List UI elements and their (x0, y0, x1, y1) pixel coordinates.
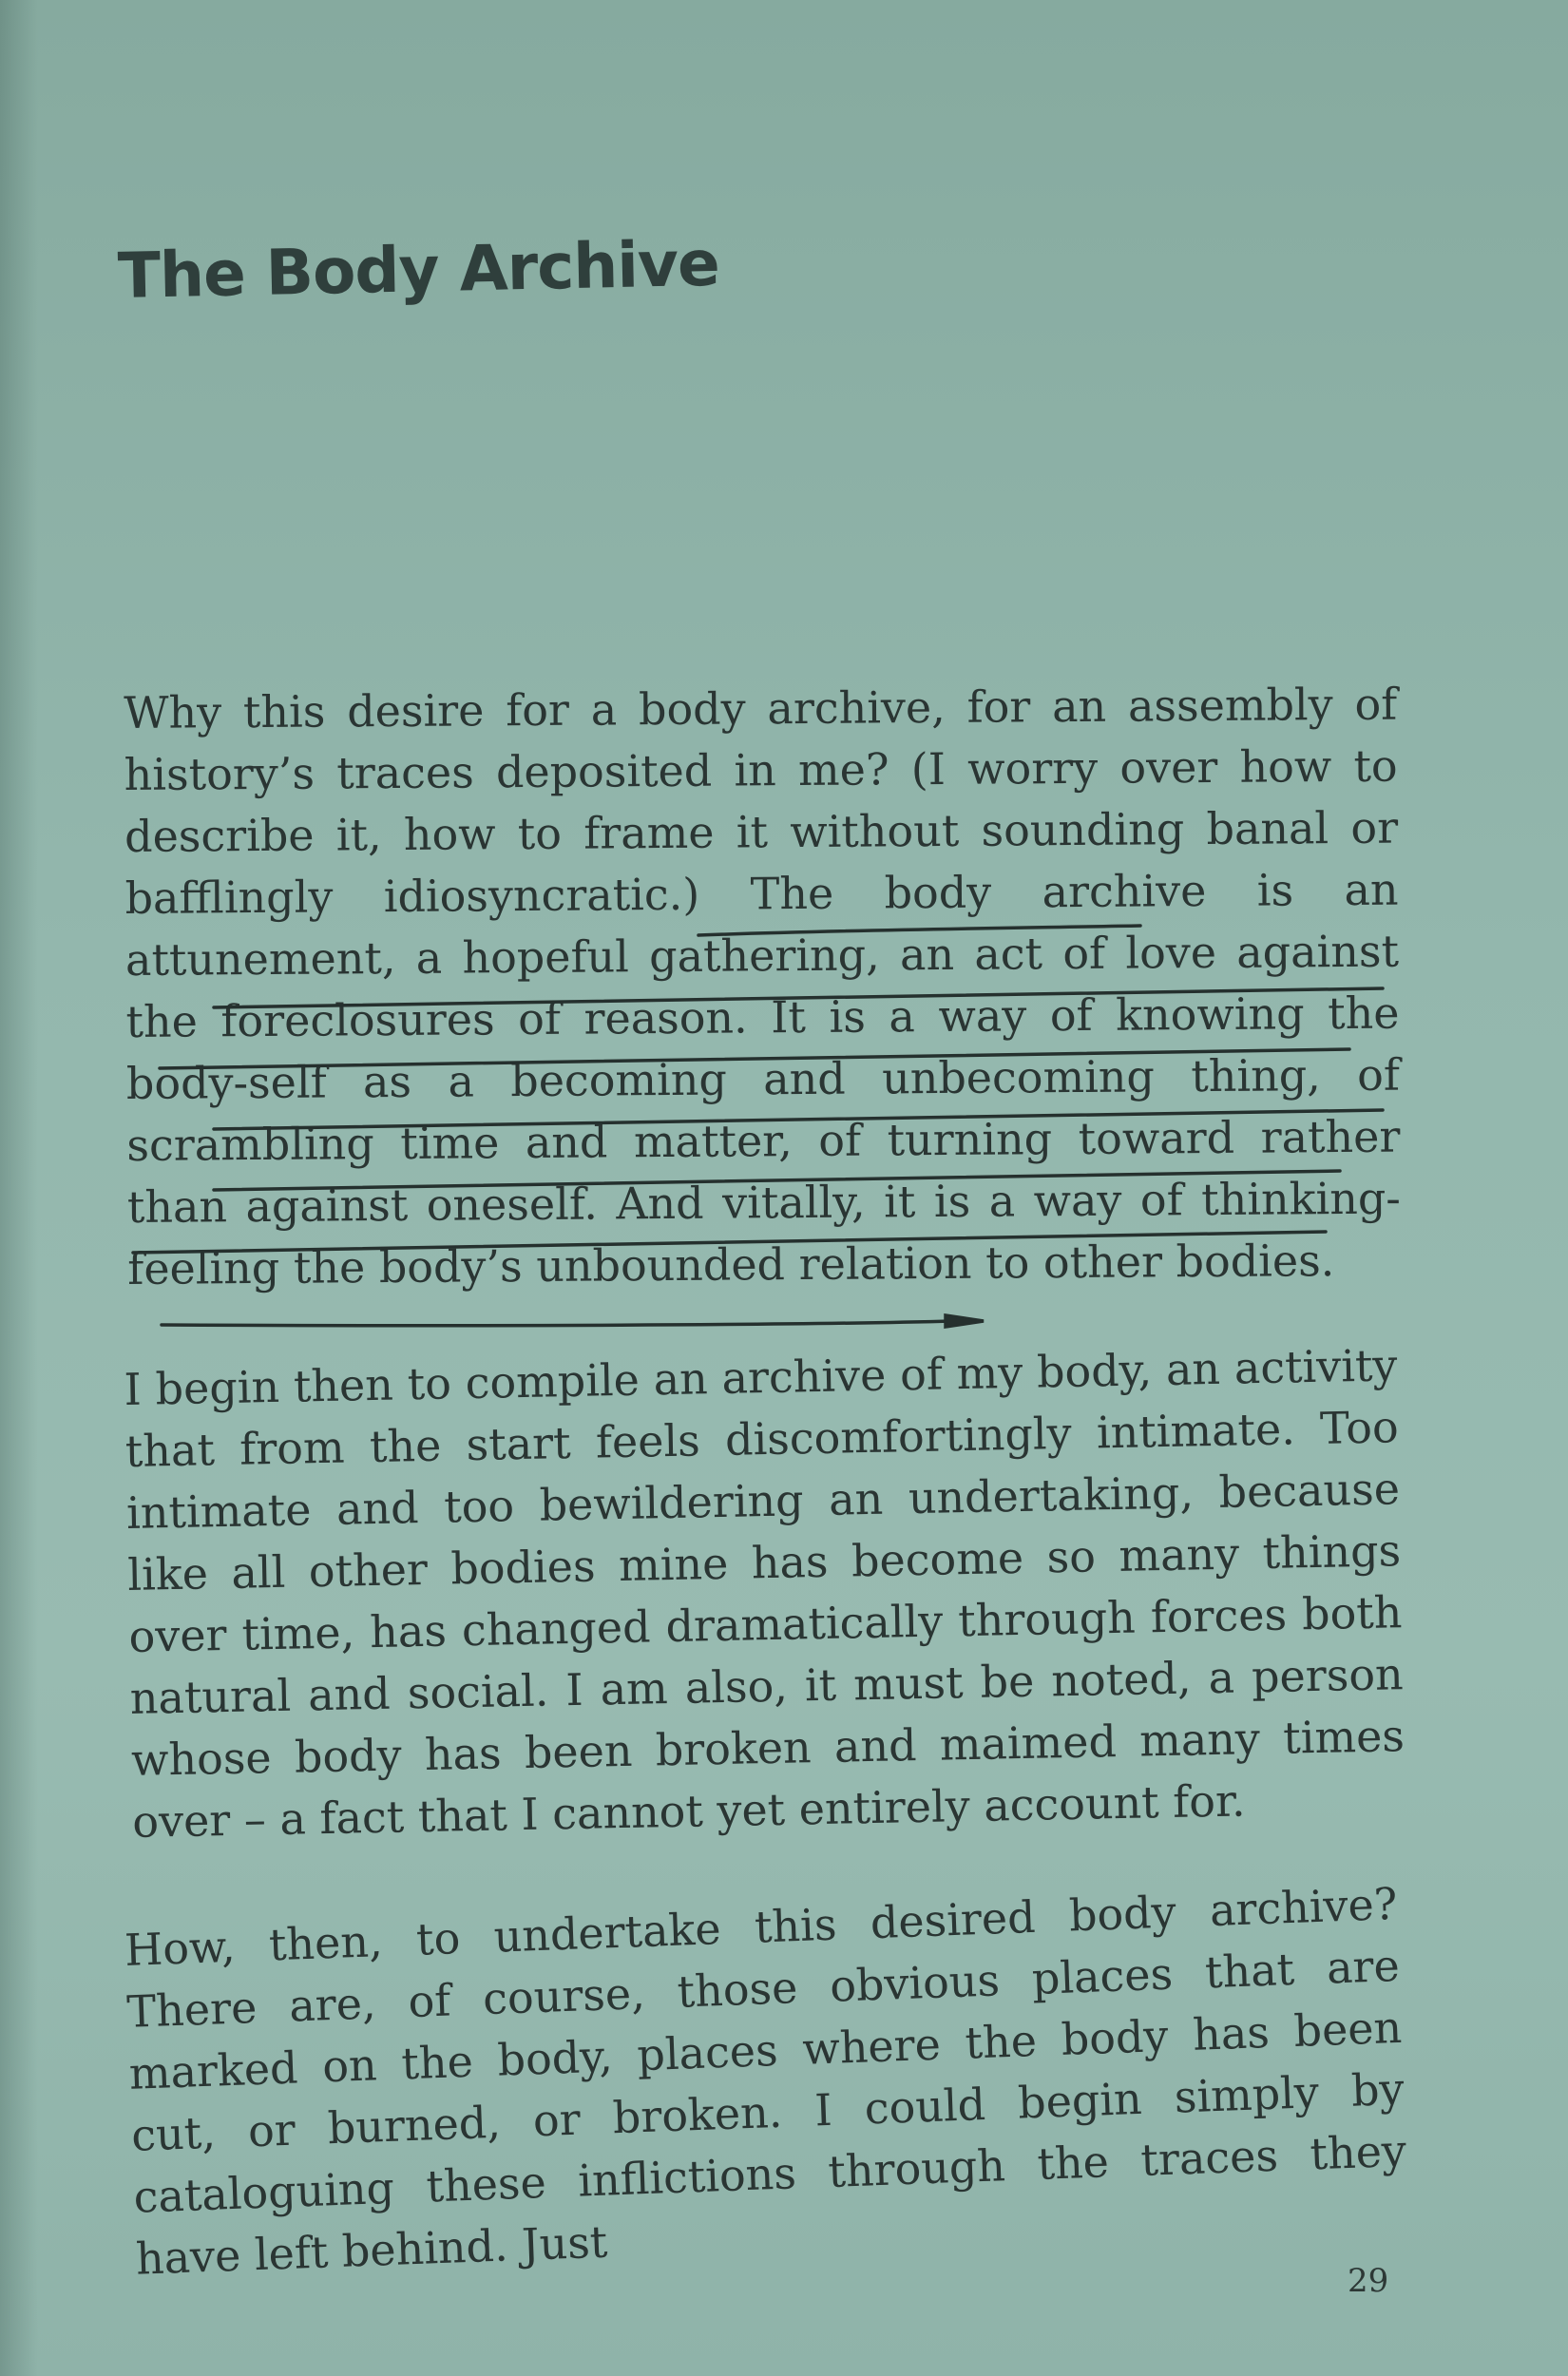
page-gutter-shadow (0, 0, 38, 2376)
paragraph-1: Why this desire for a body archive, for an assembly of history’s traces deposited in me? (I worry over how to describe it, how to frame it without sounding banal or bafflingly idiosyncratic.) The body archive is an attunement, a hopeful gathering, an act of love against the foreclosures of reason. It is a way of knowing the body-self as a becoming and unbecoming thing, of scrambling time and matter, of turning toward rather than against oneself. And vitally, it is a way of thinking-feeling the body’s unbounded relation to other bodies. (124, 678, 1402, 1294)
paragraph-2: I begin then to compile an archive of my body, an activity that from the start feels discomfortingly intimate. Too intimate and too bewildering an undertaking, because like all other bodies mine has become so many things over time, has changed dramatically through forces both natural and social. I am also, it must be noted, a person whose body has been broken and maimed many times over – a fact that I cannot yet entirely account for. (124, 1339, 1405, 1848)
page-number: 29 (1348, 2262, 1389, 2300)
paragraph-3: How, then, to undertake this desired body archive? There are, of course, those obvious places that are marked on the body, places where the body has been cut, or burned, or broken. I could begin simply by cataloguing these inflictions through the traces they have left behind. Just (124, 1877, 1407, 2285)
underline-7 (162, 1321, 955, 1326)
chapter-title: The Body Archive (117, 226, 720, 313)
underline-arrowhead (946, 1315, 984, 1327)
